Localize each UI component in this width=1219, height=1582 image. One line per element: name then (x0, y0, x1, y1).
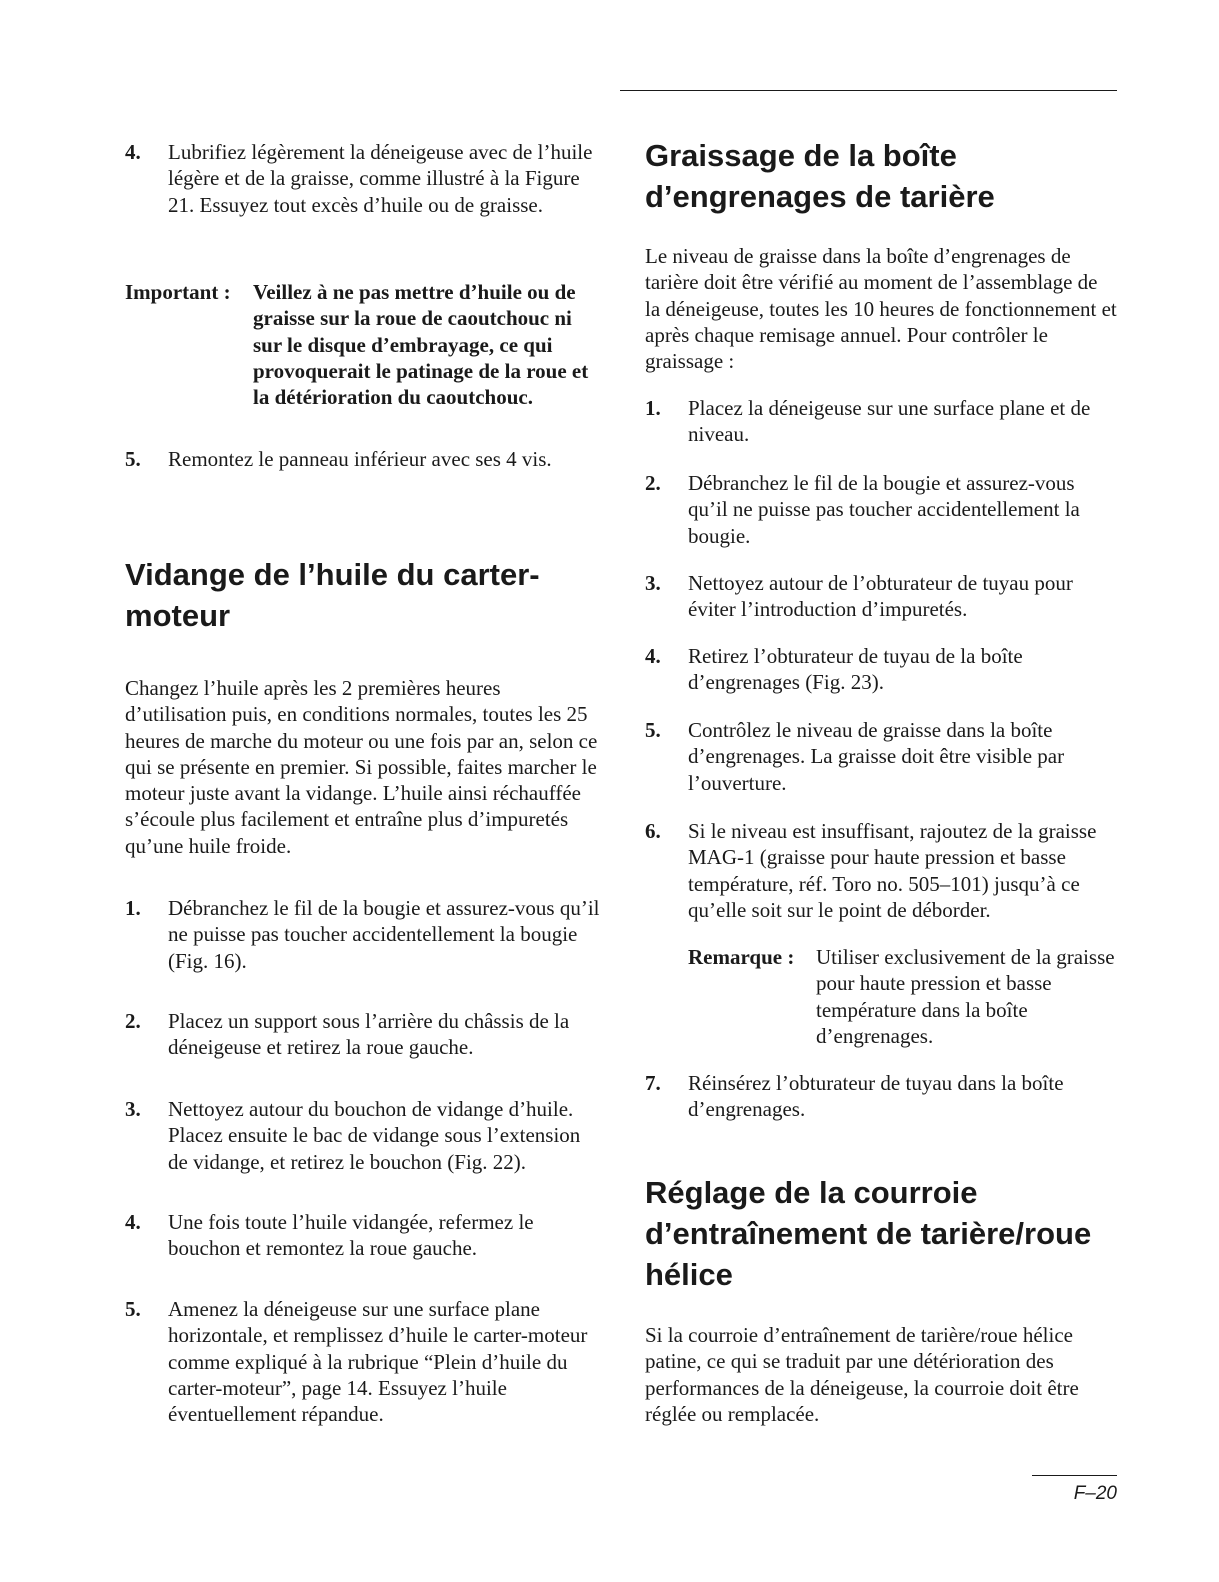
list-item (125, 1096, 600, 1175)
step-text: Lubrifiez légèrement la déneigeuse avec de l’huile légère et de la graisse, comme illustré à la Figure 21. Essuyez tout excès d’huile ou de graisse. (168, 140, 593, 217)
step-number: 6. (645, 819, 661, 843)
step-number: 2. (125, 1009, 141, 1033)
step-text: Nettoyez autour du bouchon de vidange d’huile. Placez ensuite le bac de vidange sous l’extension de vidange, et retirez le bouchon (Fig. 22). (168, 1097, 581, 1174)
oil-change-intro: Changez l’huile après les 2 premières heures d’utilisation puis, en conditions normales, toutes les 25 heures de marche du moteur ou une fois par an, selon ce qui se présente en premier. Si possible, faites marcher le moteur juste avant la vidange. L’huile ainsi réchauffée s’écoule plus facilement et entraîne plus d’impuretés qu’une huile froide. (125, 676, 598, 858)
step-number: 1. (125, 896, 141, 920)
list-item (645, 570, 1117, 623)
page-number: F–20 (1073, 1483, 1117, 1504)
step-number: 5. (645, 718, 661, 742)
list-item (125, 1209, 600, 1262)
header-rule (620, 90, 1117, 91)
step-number: 5. (125, 447, 141, 471)
belt-adjustment-intro: Si la courroie d’entraînement de tarière/roue hélice patine, ce qui se traduit par une détérioration des performances de la déneigeuse, la courroie doit être réglée ou remplacée. (645, 1323, 1079, 1426)
step-text: Débranchez le fil de la bougie et assurez-vous qu’il ne puisse pas toucher accidentellement la bougie. (688, 471, 1080, 548)
step-text: Retirez l’obturateur de tuyau de la boîte d’engrenages (Fig. 23). (688, 644, 1023, 695)
list-item (645, 717, 1117, 796)
remark-label: Remarque : (688, 945, 795, 969)
gearbox-intro: Le niveau de graisse dans la boîte d’engrenages de tarière doit être vérifié au moment de l’assemblage de la déneigeuse, toutes les 10 heures de fonctionnement et après chaque remisage annuel. Pour contrôler le graissage : (645, 244, 1117, 374)
list-item (125, 446, 600, 472)
step-text: Une fois toute l’huile vidangée, refermez le bouchon et remontez la roue gauche. (168, 1210, 534, 1261)
remark-note (688, 944, 1117, 1049)
remark-text: Utiliser exclusivement de la graisse pour haute pression et basse température dans la boîte d’engrenages. (816, 945, 1115, 1048)
step-text: Si le niveau est insuffisant, rajoutez de la graisse MAG-1 (graisse pour haute pression et basse température, réf. Toro no. 505–101) jusqu’à ce qu’elle soit sur le point de déborder. (688, 819, 1097, 922)
list-item (645, 818, 1117, 923)
step-number: 4. (645, 644, 661, 668)
step-number: 4. (125, 140, 141, 164)
list-item (645, 470, 1117, 549)
step-number: 7. (645, 1071, 661, 1095)
list-item (125, 139, 600, 218)
step-text: Débranchez le fil de la bougie et assurez-vous qu’il ne puisse pas toucher accidentellement la bougie (Fig. 16). (168, 896, 600, 973)
list-item (125, 1008, 600, 1061)
section-title-gearbox: Graissage de la boîte d’engrenages de tarière (645, 138, 995, 214)
list-item (645, 395, 1117, 448)
step-number: 4. (125, 1210, 141, 1234)
section-title-belt-adjustment: Réglage de la courroie d’entraînement de tarière/roue hélice (645, 1175, 1092, 1292)
step-text: Remontez le panneau inférieur avec ses 4 vis. (168, 447, 552, 471)
step-number: 5. (125, 1297, 141, 1321)
step-text: Contrôlez le niveau de graisse dans la boîte d’engrenages. La graisse doit être visible par l’ouverture. (688, 718, 1065, 795)
step-number: 3. (645, 571, 661, 595)
step-number: 3. (125, 1097, 141, 1121)
step-text: Placez un support sous l’arrière du châssis de la déneigeuse et retirez la roue gauche. (168, 1009, 570, 1060)
important-note (125, 279, 600, 410)
step-text: Amenez la déneigeuse sur une surface plane horizontale, et remplissez d’huile le carter-moteur comme expliqué à la rubrique “Plein d’huile du carter-moteur”, page 14. Essuyez l’huile éventuellement répandue. (168, 1297, 588, 1427)
list-item (645, 1070, 1117, 1123)
important-text: Veillez à ne pas mettre d’huile ou de graisse sur la roue de caoutchouc ni sur le disque d’embrayage, ce qui provoquerait le patinage de la roue et la détérioration du caoutchouc. (253, 280, 589, 410)
list-item (645, 643, 1117, 696)
step-text: Réinsérez l’obturateur de tuyau dans la boîte d’engrenages. (688, 1071, 1064, 1122)
important-label: Important : (125, 280, 231, 304)
footer-rule (1032, 1475, 1117, 1476)
list-item (125, 895, 600, 974)
step-text: Placez la déneigeuse sur une surface plane et de niveau. (688, 396, 1091, 447)
step-text: Nettoyez autour de l’obturateur de tuyau pour éviter l’introduction d’impuretés. (688, 571, 1073, 622)
list-item (125, 1296, 600, 1427)
step-number: 1. (645, 396, 661, 420)
section-title-oil-change: Vidange de l’huile du carter-moteur (125, 557, 540, 633)
step-number: 2. (645, 471, 661, 495)
